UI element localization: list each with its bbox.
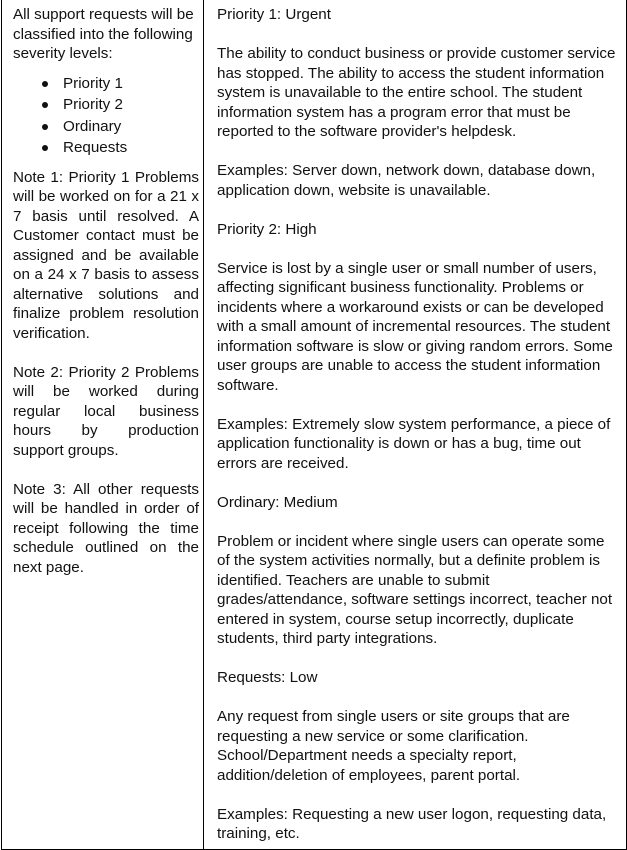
note-2-text: Note 2: Priority 2 Problems will be worked during regular local business hours by production support groups. bbox=[13, 363, 199, 459]
left-column-cell bbox=[2, 0, 204, 850]
level-label: Requests bbox=[63, 139, 128, 156]
priority-2-description: Service is lost by a single user or small number of users, affecting significant business functionality. Problems or incidents where a workaround exists or can be developed with a small amount of incremental resources. The student information software is slow or giving random errors. Some user groups are unable to access the student information software. bbox=[217, 259, 613, 394]
level-label: Priority 2 bbox=[63, 96, 123, 113]
note-1-text: Note 1: Priority 1 Problems will be worked on for a 21 x 7 basis until resolved. A Customer contact must be assigned and be available on a 24 x 7 basis to assess alternative solutions and finalize problem resolution verification. bbox=[13, 168, 199, 342]
table-row bbox=[2, 0, 627, 850]
bullet-icon bbox=[42, 145, 48, 151]
bullet-icon bbox=[42, 102, 48, 108]
ordinary-description: Problem or incident where single users can operate some of the system activities normally, but a definite problem is identified. Teachers are unable to submit grades/attendance, software settings incorrect, teacher not entered in system, course setup incorrectly, duplicate students, third party integrations. bbox=[217, 532, 613, 647]
note-3-text: Note 3: All other requests will be handled in order of receipt following the time schedule outlined on the next page. bbox=[13, 480, 199, 576]
ordinary-heading: Ordinary: Medium bbox=[217, 493, 338, 511]
requests-description: Any request from single users or site groups that are requesting a new service or some clarification. School/Department needs a specialty report, addition/deletion of employees, parent portal. bbox=[217, 708, 570, 784]
bullet-icon bbox=[42, 124, 48, 130]
list-item bbox=[42, 73, 199, 95]
level-label: Ordinary bbox=[63, 117, 122, 135]
priority-1-heading: Priority 1: Urgent bbox=[217, 6, 331, 23]
list-item bbox=[42, 116, 199, 138]
priority-1-description: The ability to conduct business or provide customer service has stopped. The ability to access the student information system is unavailable to the entire school. The student information system has a program error that must be reported to the software provider's helpdesk. bbox=[217, 45, 616, 140]
severity-intro-text: All support requests will be classified into the following severity levels: bbox=[13, 6, 194, 62]
bullet-icon bbox=[42, 81, 48, 87]
requests-heading: Requests: Low bbox=[217, 669, 318, 686]
severity-levels-table bbox=[1, 0, 627, 850]
level-label: Priority 1 bbox=[63, 74, 123, 92]
list-item bbox=[42, 94, 199, 116]
right-column-cell bbox=[204, 0, 627, 850]
requests-examples: Examples: Requesting a new user logon, requesting data, training, etc. bbox=[217, 805, 607, 842]
severity-level-list bbox=[13, 73, 199, 159]
priority-2-heading: Priority 2: High bbox=[217, 220, 317, 238]
priority-1-examples: Examples: Server down, network down, database down, application down, website is unavailable. bbox=[217, 162, 596, 199]
list-item bbox=[42, 137, 199, 159]
priority-2-examples: Examples: Extremely slow system performance, a piece of application functionality is down or has a bug, time out errors are received. bbox=[217, 415, 611, 472]
